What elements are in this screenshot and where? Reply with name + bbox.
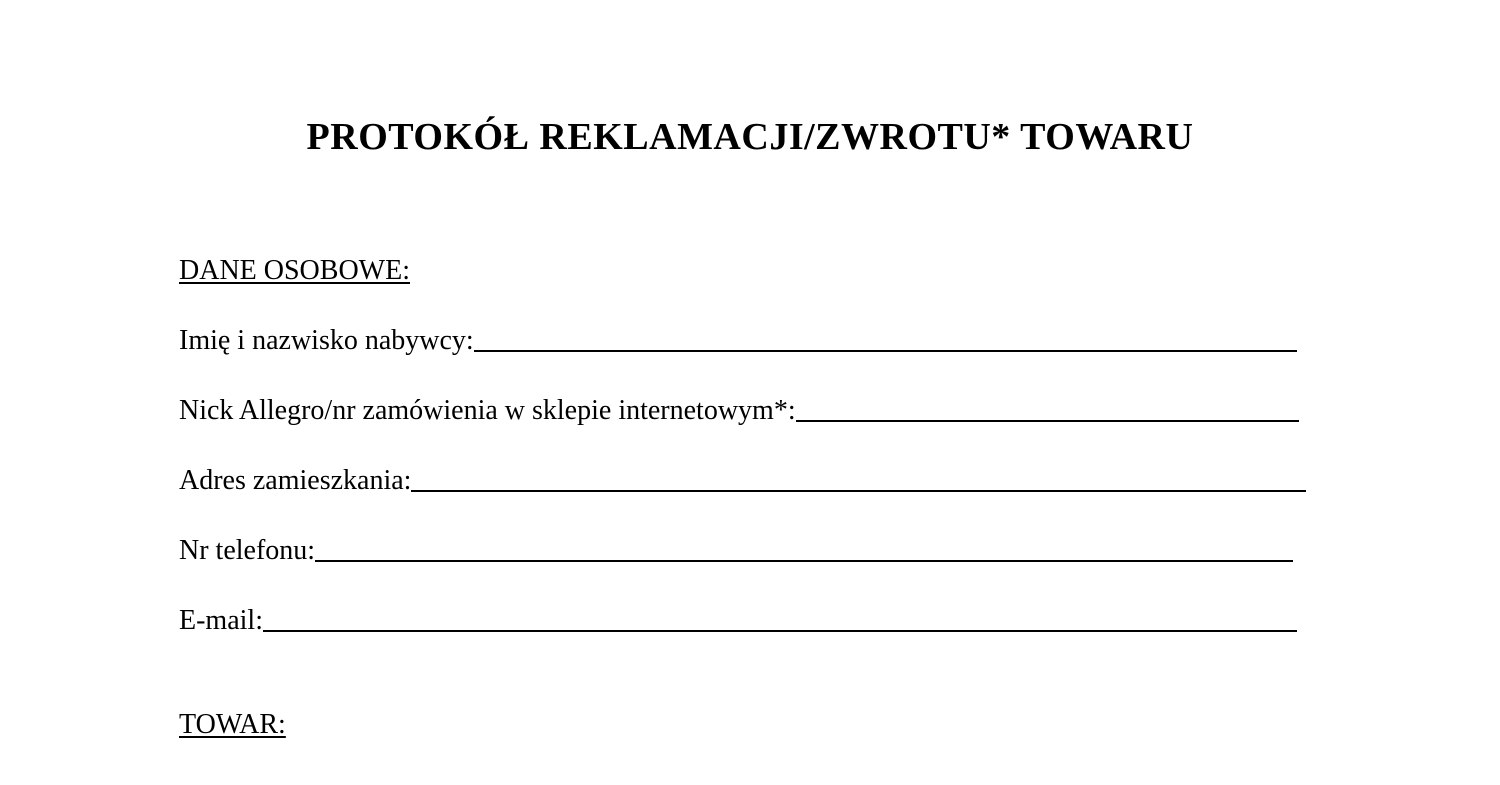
field-email[interactable] — [179, 603, 1297, 639]
fill-in-line[interactable] — [796, 420, 1299, 422]
field-buyer-name[interactable] — [179, 323, 1297, 359]
field-allegro-nick-order-number[interactable] — [179, 393, 1299, 429]
field-label: Adres zamieszkania: — [179, 465, 412, 496]
field-label: Imię i nazwisko nabywcy: — [179, 325, 474, 356]
field-label: Nr telefonu: — [179, 535, 316, 566]
fill-in-line[interactable] — [315, 560, 1293, 562]
document-title: PROTOKÓŁ REKLAMACJI/ZWROTU* TOWARU — [306, 116, 1194, 158]
section-heading-product: TOWAR: — [179, 709, 286, 740]
field-phone-number[interactable] — [179, 533, 1293, 569]
fill-in-line[interactable] — [263, 630, 1297, 632]
section-heading-personal-data: DANE OSOBOWE: — [179, 255, 410, 286]
field-home-address[interactable] — [179, 463, 1306, 499]
fill-in-line[interactable] — [411, 490, 1306, 492]
fill-in-line[interactable] — [474, 350, 1297, 352]
field-label: E-mail: — [179, 605, 263, 636]
field-label: Nick Allegro/nr zamówienia w sklepie internetowym*: — [179, 395, 796, 426]
